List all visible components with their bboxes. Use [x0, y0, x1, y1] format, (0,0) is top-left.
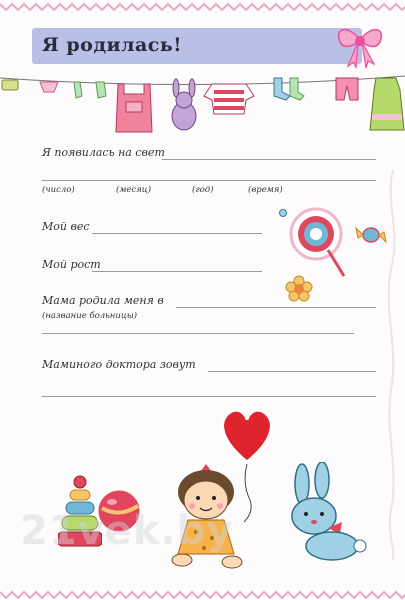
page-title: Я родилась!	[42, 34, 183, 56]
weight-line[interactable]	[92, 233, 262, 234]
doctor-line-2[interactable]	[42, 396, 376, 397]
height-line[interactable]	[92, 271, 262, 272]
height-label: Мой рост	[42, 258, 101, 271]
date-month-hint: (месяц)	[116, 185, 152, 195]
birth-label: Я появилась на свет	[42, 146, 165, 159]
date-year-hint: (год)	[192, 185, 214, 195]
top-zigzag-border	[0, 0, 405, 12]
doctor-line[interactable]	[208, 371, 376, 372]
lollipop-icon	[286, 206, 350, 278]
hospital-hint: (название больницы)	[42, 311, 138, 321]
weight-label: Мой вес	[42, 220, 90, 233]
bow-icon	[330, 20, 390, 72]
clothesline-icon	[0, 70, 405, 140]
date-day-hint: (число)	[42, 185, 75, 195]
flower-icon	[284, 274, 314, 304]
birth-date-line[interactable]	[42, 180, 376, 181]
hospital-label: Мама родила меня в	[42, 294, 164, 307]
hospital-line[interactable]	[176, 307, 376, 308]
bottom-zigzag-border	[0, 588, 405, 600]
doctor-label: Маминого доктора зовут	[42, 358, 196, 371]
hospital-line-2[interactable]	[42, 333, 354, 334]
small-circle-icon	[278, 208, 288, 218]
candy-icon	[354, 220, 388, 250]
watermark: 21vek.by	[20, 508, 234, 554]
birth-line[interactable]	[162, 159, 376, 160]
bunny-icon	[284, 462, 374, 564]
date-time-hint: (время)	[248, 185, 283, 195]
